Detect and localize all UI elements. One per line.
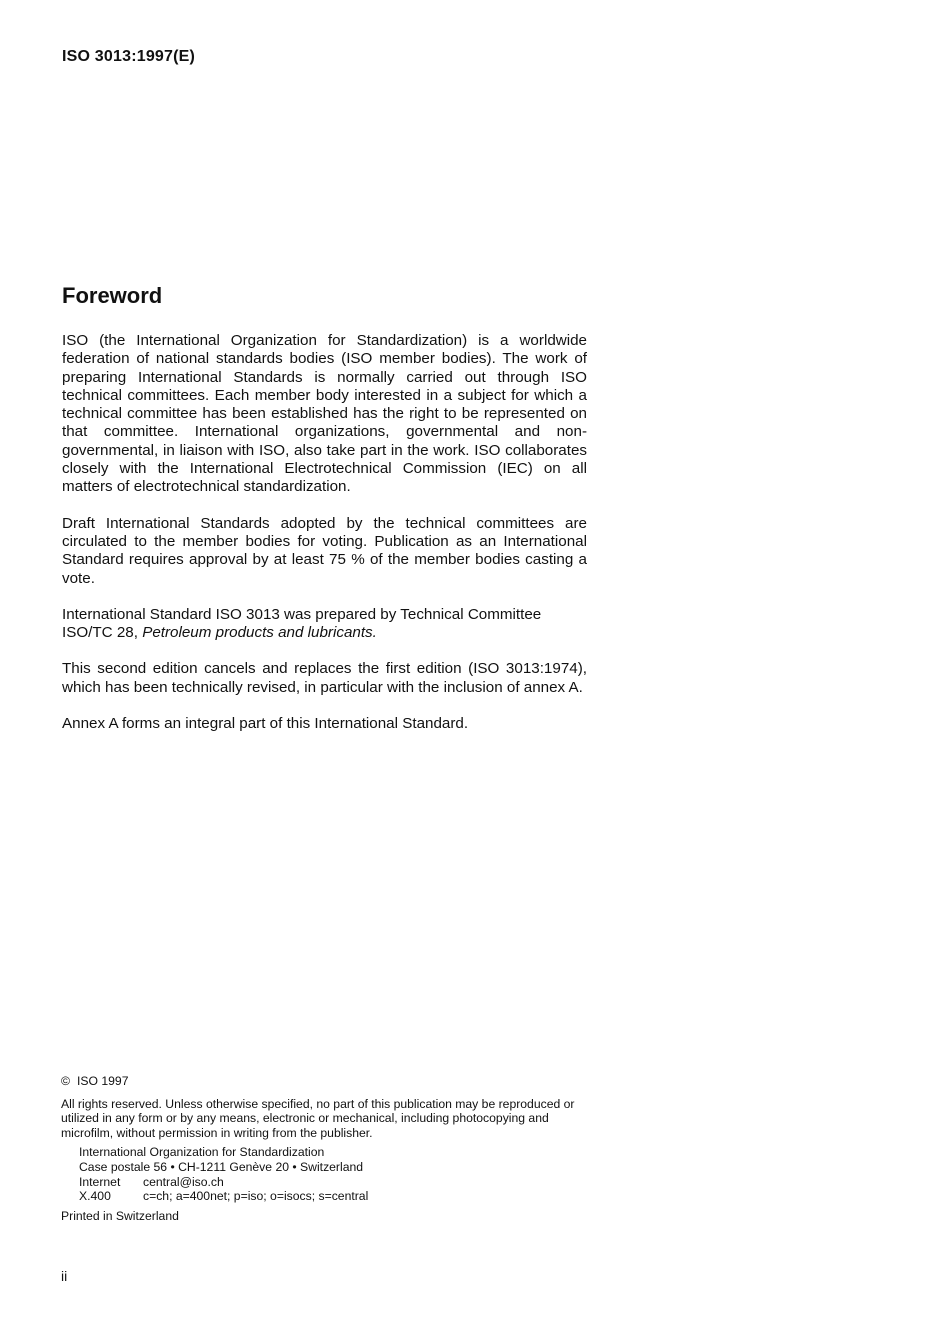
- copyright-line: [61, 1074, 591, 1089]
- x400-row: [79, 1189, 591, 1204]
- copyright-icon: ©: [61, 1074, 70, 1088]
- foreword-paragraph-prepared-by: [62, 606, 587, 643]
- foreword-paragraph-annex: Annex A forms an integral part of this International Standard.: [62, 715, 469, 733]
- foreword-paragraph-edition: This second edition cancels and replaces the first edition (ISO 3013:1974), which has been technically revised, in particular with the inclusion of annex A.: [62, 660, 587, 696]
- x400-address: c=ch; a=400net; p=iso; o=isocs; s=central: [143, 1189, 369, 1204]
- rights-reserved-text: All rights reserved. Unless otherwise specified, no part of this publication may be reproduced or utilized in any form or by any means, electronic or mechanical, including photocopying and microfilm, without permission in writing from the publisher.: [61, 1096, 575, 1140]
- page-number: ii: [61, 1268, 68, 1284]
- organization-name: International Organization for Standardization: [79, 1145, 325, 1160]
- prepared-by-text: International Standard ISO 3013 was prepared by Technical Committee ISO/TC 28,: [62, 605, 542, 642]
- foreword-paragraph-iso-intro: ISO (the International Organization for Standardization) is a worldwide federation of national standards bodies (ISO member bodies). The work of preparing International Standards is normally carried out through ISO technical committees. Each member body interested in a subject for which a technical committee has been established has the right to be represented on that committee. International organizations, governmental and non-governmental, in liaison with ISO, also take part in the work. ISO collaborates closely with the International Electrotechnical Commission (IEC) on all matters of electrotechnical standardization.: [62, 332, 587, 496]
- copyright-notice: [61, 1074, 591, 1223]
- document-identifier: ISO 3013:1997(E): [62, 48, 196, 65]
- internet-address: central@iso.ch: [143, 1174, 224, 1189]
- foreword-body: [62, 332, 587, 751]
- x400-label: X.400: [79, 1189, 111, 1204]
- internet-label: Internet: [79, 1174, 121, 1189]
- printed-in-text: Printed in Switzerland: [61, 1208, 179, 1223]
- publisher-address: [61, 1145, 591, 1203]
- foreword-heading: Foreword: [62, 283, 163, 308]
- copyright-year: ISO 1997: [77, 1074, 129, 1088]
- internet-row: [79, 1175, 591, 1190]
- foreword-paragraph-draft-standards: Draft International Standards adopted by the technical committees are circulated to the member bodies for voting. Publication as an International Standard requires approval by at least 75 % of the member bodies casting a vote.: [62, 514, 587, 587]
- postal-address: Case postale 56 • CH-1211 Genève 20 • Switzerland: [79, 1159, 364, 1174]
- committee-title: Petroleum products and lubricants.: [142, 624, 377, 642]
